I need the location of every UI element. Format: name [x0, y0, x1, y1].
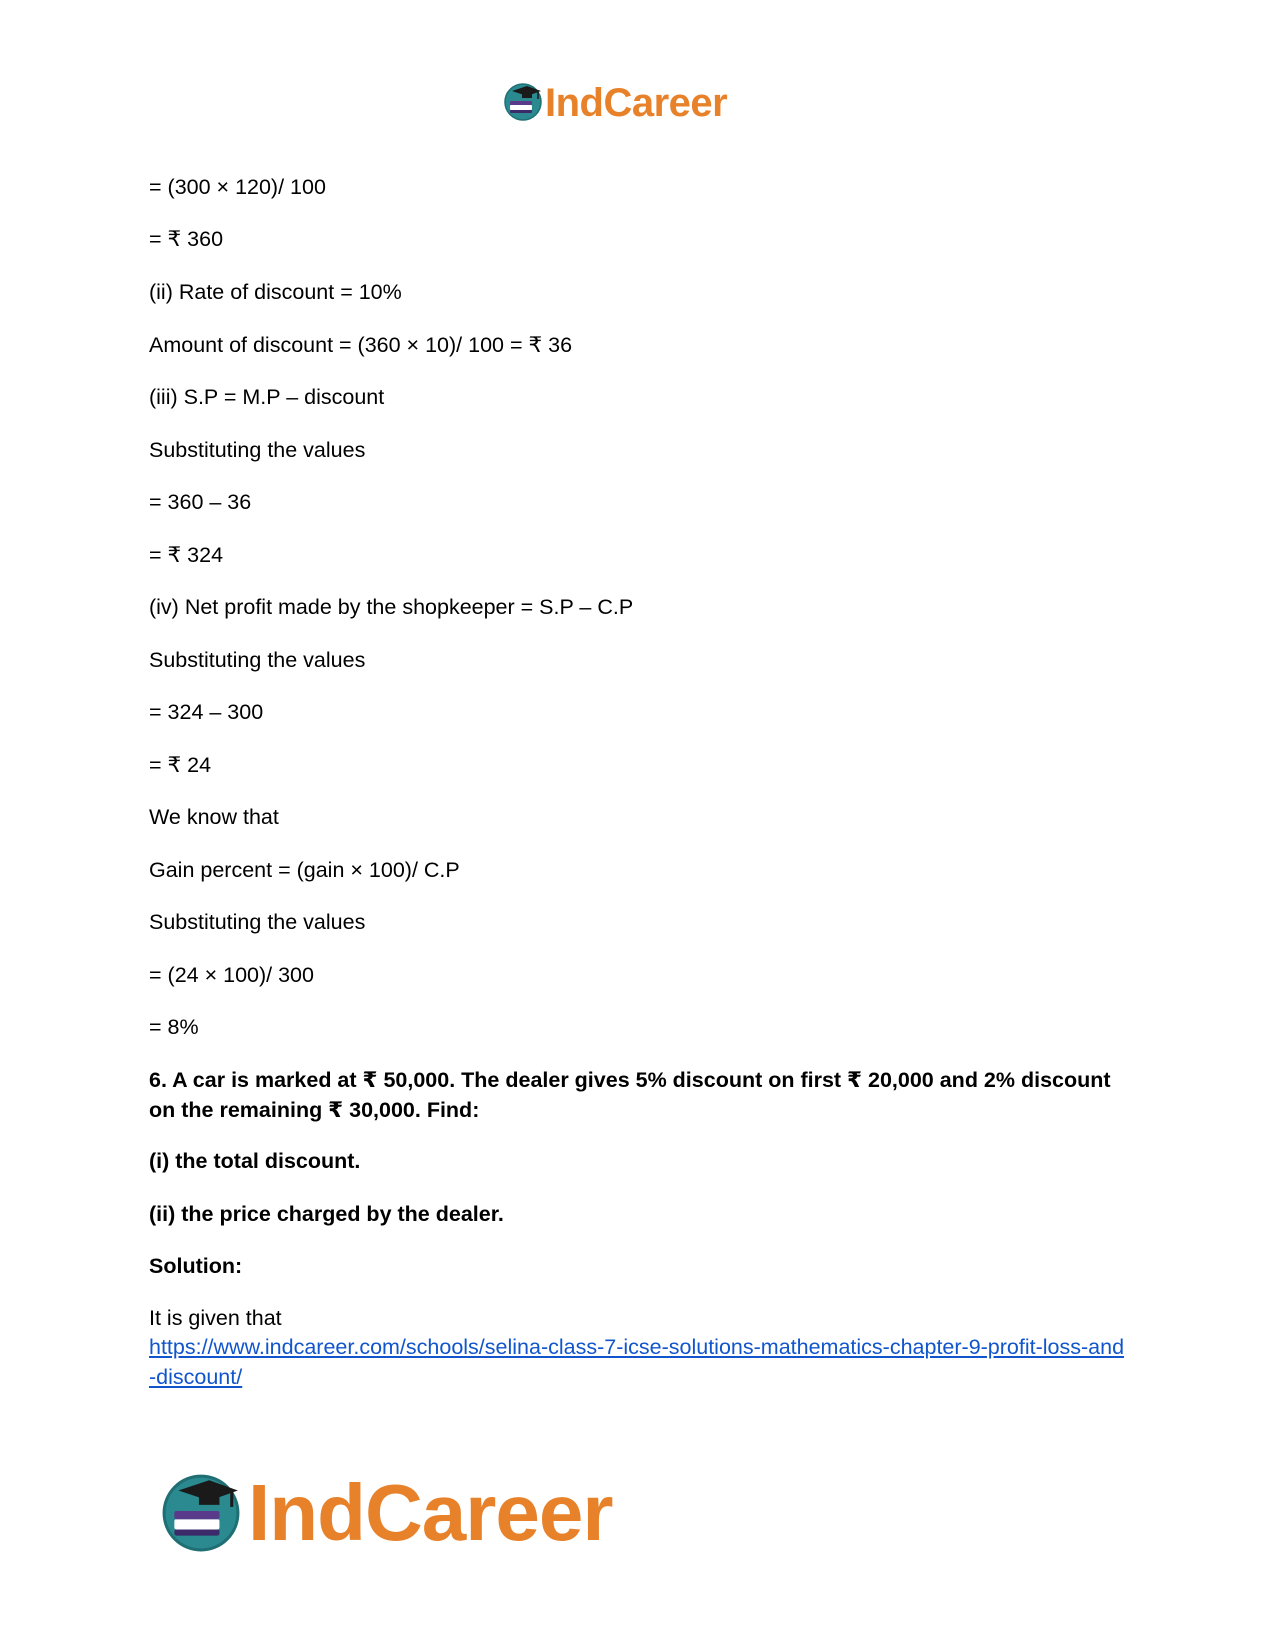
source-link[interactable]: https://www.indcareer.com/schools/selina-class-7-icse-solutions-mathematics-chapter-9-profit-loss-and-discount/ — [149, 1335, 1125, 1389]
text-line: = (24 × 100)/ 300 — [149, 963, 314, 987]
text-line: = (300 × 120)/ 100 — [149, 175, 326, 199]
text-line: = ₹ 24 — [149, 753, 212, 777]
header-logo-text: IndCareer — [545, 81, 728, 125]
footer-logo — [160, 1468, 612, 1558]
text-line: Substituting the values — [149, 910, 366, 934]
question-part-ii: (ii) the price charged by the dealer. — [149, 1202, 504, 1226]
graduation-book-icon — [503, 81, 543, 126]
text-line: Gain percent = (gain × 100)/ C.P — [149, 858, 460, 882]
given-text: It is given that — [149, 1306, 282, 1330]
text-line: = 324 – 300 — [149, 700, 264, 724]
text-line: Amount of discount = (360 × 10)/ 100 = ₹ 36 — [149, 333, 573, 357]
text-line: = ₹ 324 — [149, 543, 224, 567]
footer-logo-text: IndCareer — [248, 1468, 613, 1557]
text-line: (ii) Rate of discount = 10% — [149, 280, 402, 304]
text-line: = ₹ 360 — [149, 227, 224, 251]
text-line: Substituting the values — [149, 648, 366, 672]
graduation-book-icon — [160, 1470, 242, 1557]
text-line: (iii) S.P = M.P – discount — [149, 385, 385, 409]
text-line: We know that — [149, 805, 279, 829]
solution-label: Solution: — [149, 1254, 243, 1278]
text-line: = 360 – 36 — [149, 490, 252, 514]
text-line: Substituting the values — [149, 438, 366, 462]
text-line: = 8% — [149, 1015, 199, 1039]
text-line: (iv) Net profit made by the shopkeeper = S.P – C.P — [149, 595, 634, 619]
question-text: 6. A car is marked at ₹ 50,000. The dealer gives 5% discount on first ₹ 20,000 and 2% discount on the remaining ₹ 30,000. Find: — [149, 1068, 1111, 1122]
header-logo — [503, 78, 727, 128]
question-part-i: (i) the total discount. — [149, 1149, 361, 1173]
